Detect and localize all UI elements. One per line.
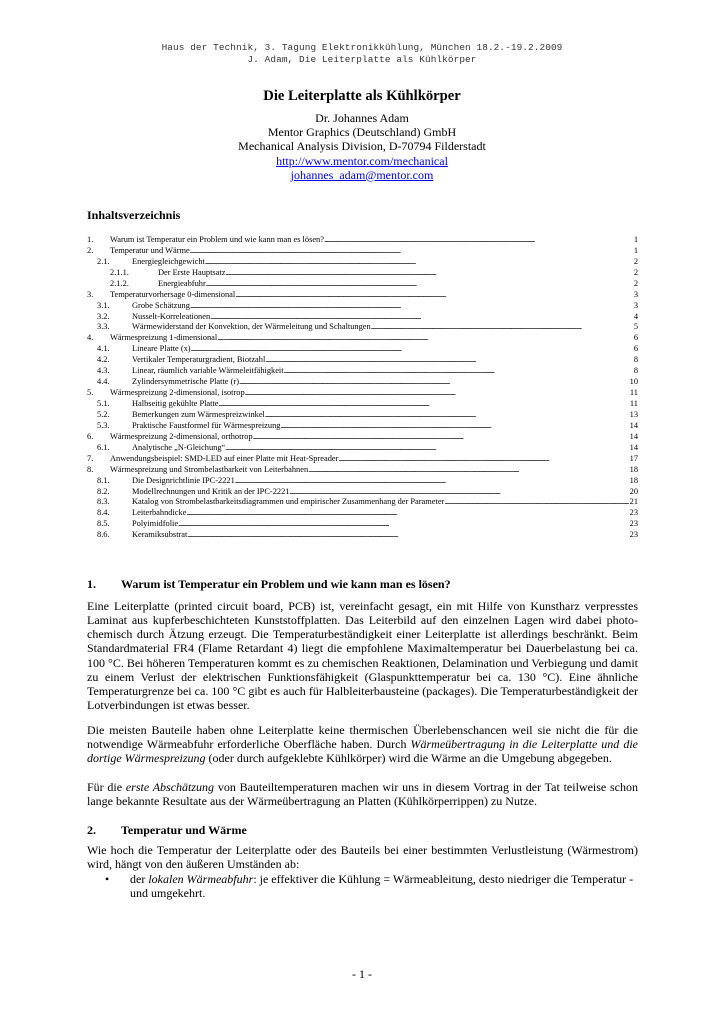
- toc-entry-page: 11: [629, 388, 638, 398]
- paper-title: Die Leiterplatte als Kühlkörper: [263, 88, 461, 104]
- toc-entry-page: 5: [633, 322, 638, 332]
- toc-entry-number: 2.1.: [97, 256, 110, 266]
- bullet-item: • der lokalen Wärmeabfuhr: je effektiver die Kühlung = Wärmeableitung, desto niedriger die Temperatur - und umgekehrt.: [105, 872, 634, 901]
- toc-entry-page: 14: [629, 420, 638, 430]
- toc-entry-title: Linear, räumlich variable Wärmeleitfähigkeit: [132, 366, 284, 376]
- toc-entry[interactable]: [87, 476, 638, 487]
- toc-dot-leader: [205, 257, 633, 268]
- toc-dot-leader: [225, 443, 628, 454]
- toc-dot-leader: [284, 366, 633, 377]
- toc-entry[interactable]: [87, 301, 638, 312]
- toc-entry-title: Nusselt-Korreleationen: [132, 311, 211, 321]
- section-2-title: Temperatur und Wärme: [121, 823, 247, 837]
- toc-entry-title: Praktische Faustformel für Wärmespreizung: [132, 420, 281, 430]
- toc-entry-number: 5.: [87, 388, 94, 398]
- bullet-symbol: •: [105, 872, 110, 886]
- toc-entry-number: 2.1.2.: [110, 278, 129, 288]
- toc-entry-page: 2: [633, 278, 638, 288]
- toc-entry-page: 11: [629, 399, 638, 409]
- toc-entry-page: 20: [629, 486, 638, 496]
- toc-dot-leader: [178, 519, 629, 530]
- toc-heading: Inhaltsverzeichnis: [87, 208, 181, 222]
- toc-entry-title: Zylindersymmetrische Platte (r): [132, 377, 239, 387]
- section-1-heading: [87, 577, 451, 592]
- table-of-contents: [87, 235, 638, 541]
- toc-entry[interactable]: [87, 268, 638, 279]
- title-block: [0, 86, 724, 182]
- toc-entry-number: 2.: [87, 245, 94, 255]
- toc-entry[interactable]: [87, 487, 638, 498]
- toc-entry-number: 7.: [87, 453, 94, 463]
- toc-entry-number: 6.1.: [97, 442, 110, 452]
- toc-entry-title: Keramiksubstrat: [132, 530, 188, 540]
- toc-entry-number: 8.: [87, 464, 94, 474]
- toc-dot-leader: [289, 487, 628, 498]
- toc-entry[interactable]: [87, 366, 638, 377]
- toc-entry-number: 8.3.: [97, 497, 110, 507]
- toc-entry[interactable]: [87, 388, 638, 399]
- toc-entry-title: Vertikaler Temperaturgradient, Biotzahl: [132, 355, 266, 365]
- toc-entry-page: 8: [633, 366, 638, 376]
- toc-entry[interactable]: [87, 421, 638, 432]
- toc-dot-leader: [338, 454, 628, 465]
- toc-dot-leader: [225, 268, 632, 279]
- toc-entry-page: 1: [633, 235, 638, 244]
- toc-entry-title: Katalog von Strombelastbarkeitsdiagrammen und empirischer Zusammenhang der Parameter: [132, 497, 445, 507]
- toc-entry-title: Halbseitig gekühlte Platte: [132, 399, 219, 409]
- section-1-paragraph-1: Eine Leiterplatte (printed circuit board, PCB) ist, vereinfacht gesagt, ein mit Hilfe von Kunstharz verpresstes Laminat aus kupferbeschichteten Kunststoffplatten. Das Leiterbild auf den einzelnen Lagen wird dabei photo-chemisch durch Ätzung erzeugt. Die Temperaturbeständigkeit einer Leiterplatte ist allerdings beschränkt. Beim Standardmaterial FR4 (Flame Retardant 4) liegt die empfohlene Maximaltemperatur bei Dauerbelastung bei ca. 100 °C. Bei höheren Temperaturen kommt es zu chemischen Reaktionen, Delamination und Verbiegung und damit zu einem Verlust der elektrischen Funktionsfähigkeit (Glaspunkttemperatur bei ca. 130 °C). Eine ähnliche Temperaturgrenze bei ca. 100 °C gibt es auch für Halbleiterbausteine (packages). Die Temperaturbeständigkeit der Lotverbindungen ist etwas besser.: [87, 599, 638, 713]
- toc-entry[interactable]: [87, 530, 638, 541]
- toc-entry-number: 3.3.: [97, 322, 110, 332]
- toc-entry[interactable]: [87, 432, 638, 443]
- toc-entry[interactable]: [87, 443, 638, 454]
- author-company: Mentor Graphics (Deutschland) GmbH: [267, 125, 457, 140]
- toc-entry-title: Temperaturvorhersage 0-dimensional: [110, 289, 236, 299]
- toc-dot-leader: [239, 377, 629, 388]
- toc-entry-number: 8.4.: [97, 508, 110, 518]
- toc-entry-page: 2: [633, 267, 638, 277]
- toc-entry[interactable]: [87, 410, 638, 421]
- toc-entry-page: 3: [633, 289, 638, 299]
- toc-entry-title: Der Erste Hauptsatz: [158, 267, 226, 277]
- toc-dot-leader: [280, 421, 628, 432]
- website-link[interactable]: http://www.mentor.com/mechanical: [276, 153, 448, 168]
- section-1-number: 1.: [87, 577, 96, 591]
- toc-entry-title: Wärmespreizung und Strombelastbarkeit von Leiterbahnen: [110, 464, 309, 474]
- toc-entry-number: 4.3.: [97, 366, 110, 376]
- toc-entry[interactable]: [87, 279, 638, 290]
- email-link[interactable]: johannes_adam@mentor.com: [290, 167, 434, 182]
- toc-entry-title: Anwendungsbeispiel: SMD-LED auf einer Platte mit Heat-Spreader: [110, 453, 339, 463]
- toc-entry[interactable]: [87, 246, 638, 257]
- toc-dot-leader: [265, 355, 633, 366]
- toc-dot-leader: [235, 476, 629, 487]
- toc-dot-leader: [191, 344, 633, 355]
- toc-dot-leader: [210, 312, 633, 323]
- section-2-number: 2.: [87, 823, 96, 837]
- toc-entry-number: 8.5.: [97, 519, 110, 529]
- toc-dot-leader: [444, 498, 628, 509]
- toc-entry-number: 4.4.: [97, 377, 110, 387]
- toc-dot-leader: [324, 235, 633, 246]
- toc-entry-title: Bemerkungen zum Wärmespreizwinkel: [132, 410, 265, 419]
- toc-entry-title: Wärmewiderstand der Konvektion, der Wärmeleitung und Schaltungen: [132, 322, 371, 332]
- toc-dot-leader: [235, 290, 633, 301]
- toc-dot-leader: [371, 323, 633, 334]
- toc-entry[interactable]: [87, 508, 638, 519]
- toc-entry-page: 14: [629, 431, 638, 441]
- toc-entry-number: 4.2.: [97, 355, 110, 365]
- toc-entry[interactable]: [87, 399, 638, 410]
- toc-entry-page: 2: [633, 256, 638, 266]
- toc-dot-leader: [190, 246, 633, 257]
- toc-entry-title: Energieabfuhr: [158, 278, 206, 288]
- toc-entry-title: Leiterbahndicke: [132, 508, 187, 518]
- toc-entry-page: 17: [629, 453, 638, 463]
- emphasis-text: erste Abschätzung: [125, 780, 215, 794]
- author-name: Dr. Johannes Adam: [315, 111, 409, 125]
- toc-entry-number: 6.: [87, 431, 94, 441]
- toc-entry-title: Wärmespreizung 2-dimensional, orthotrop: [110, 431, 253, 441]
- toc-entry[interactable]: [87, 323, 638, 334]
- page-number: - 1 -: [352, 967, 372, 981]
- toc-entry-title: Polyimidfolie: [132, 519, 179, 529]
- toc-dot-leader: [219, 399, 629, 410]
- toc-entry-title: Warum ist Temperatur ein Problem und wie kann man es lösen?: [110, 235, 324, 244]
- toc-entry-page: 6: [633, 344, 638, 354]
- toc-entry-title: Wärmespreizung 2-dimensional, isotrop: [110, 388, 245, 398]
- toc-entry-number: 1.: [87, 235, 94, 244]
- toc-entry-title: Modellrechnungen und Kritik an der IPC-2221: [132, 486, 290, 496]
- toc-entry-page: 13: [629, 410, 638, 419]
- toc-entry[interactable]: [87, 519, 638, 530]
- toc-entry[interactable]: [87, 454, 638, 465]
- toc-entry-page: 23: [629, 530, 638, 540]
- section-1-title: Warum ist Temperatur ein Problem und wie kann man es lösen?: [121, 577, 451, 591]
- toc-dot-leader: [245, 388, 629, 399]
- running-header-line-1: Haus der Technik, 3. Tagung Elektronikkühlung, München 18.2.-19.2.2009: [161, 42, 563, 53]
- toc-dot-leader: [206, 279, 633, 290]
- toc-entry[interactable]: [87, 312, 638, 323]
- toc-entry-number: 5.2.: [97, 410, 110, 419]
- toc-entry-title: Temperatur und Wärme: [110, 245, 190, 255]
- running-header-line-2: J. Adam, Die Leiterplatte als Kühlkörper: [247, 54, 477, 65]
- toc-entry[interactable]: [87, 344, 638, 355]
- toc-entry-title: Grobe Schätzung: [132, 300, 190, 310]
- toc-dot-leader: [186, 508, 628, 519]
- toc-entry-title: Die Designrichtlinie IPC-2221: [132, 475, 235, 485]
- toc-entry[interactable]: [87, 333, 638, 344]
- toc-entry-number: 8.1.: [97, 475, 110, 485]
- toc-entry-number: 3.2.: [97, 311, 110, 321]
- toc-entry-number: 5.3.: [97, 420, 110, 430]
- toc-dot-leader: [190, 301, 633, 312]
- emphasis-text: lokalen Wärmeabfuhr: [148, 872, 254, 886]
- toc-entry[interactable]: [87, 355, 638, 366]
- toc-dot-leader: [253, 432, 629, 443]
- toc-entry[interactable]: [87, 290, 638, 301]
- toc-entry-number: 5.1.: [97, 399, 110, 409]
- toc-dot-leader: [265, 410, 629, 421]
- toc-entry-number: 8.6.: [97, 530, 110, 540]
- toc-entry[interactable]: [87, 377, 638, 388]
- toc-entry-page: 6: [633, 333, 638, 343]
- toc-entry-title: Lineare Platte (x): [132, 344, 191, 354]
- toc-entry-page: 14: [629, 442, 638, 452]
- toc-entry-page: 4: [633, 311, 638, 321]
- toc-entry-page: 1: [633, 245, 638, 255]
- toc-entry-title: Energiegleichgewicht: [132, 256, 205, 266]
- toc-entry-page: 3: [633, 300, 638, 310]
- toc-entry-page: 21: [629, 497, 638, 507]
- toc-entry-page: 10: [629, 377, 638, 387]
- toc-entry-number: 3.1.: [97, 300, 110, 310]
- toc-entry-number: 4.: [87, 333, 94, 343]
- toc-entry-number: 2.1.1.: [110, 267, 129, 277]
- toc-entry-page: 18: [629, 464, 638, 474]
- running-header: [0, 42, 724, 66]
- toc-dot-leader: [217, 333, 633, 344]
- toc-entry-page: 18: [629, 475, 638, 485]
- toc-entry-number: 3.: [87, 289, 94, 299]
- toc-dot-leader: [308, 465, 628, 476]
- section-1-paragraph-3: Für die erste Abschätzung von Bauteiltemperaturen machen wir uns in diesem Vortrag in der Tat teilweise schon lange bekannte Resultate aus der Wärmeübertragung an Platten (Kühlkörperrippen) zu Nutze.: [87, 780, 638, 809]
- toc-entry-page: 8: [633, 355, 638, 365]
- toc-entry[interactable]: [87, 465, 638, 476]
- toc-entry-page: 23: [629, 508, 638, 518]
- toc-entry-title: Wärmespreizung 1-dimensional: [110, 333, 218, 343]
- toc-entry[interactable]: [87, 235, 638, 246]
- section-2-paragraph-1: Wie hoch die Temperatur der Leiterplatte oder des Bauteils bei einer bestimmten Verlustleistung (Wärmestrom) wird, hängt von den äußeren Umständen ab:: [87, 843, 638, 872]
- toc-entry[interactable]: [87, 498, 638, 509]
- toc-entry-number: 4.1.: [97, 344, 110, 354]
- section-2-heading: [87, 823, 247, 838]
- toc-entry[interactable]: [87, 257, 638, 268]
- author-division: Mechanical Analysis Division, D-70794 Filderstadt: [238, 139, 486, 154]
- section-1-paragraph-2: Die meisten Bauteile haben ohne Leiterplatte keine thermischen Überlebenschancen weil sie nicht die für die notwendige Wärmeabfuhr erforderliche Oberfläche haben. Durch Wärmeübertragung in die Leiterplatte und die dortige Wärmespreizung (oder durch aufgeklebte Kühlkörper) wird die Wärme an die Umgebung abgegeben.: [87, 723, 638, 766]
- toc-entry-title: Analytische „N-Gleichung“: [132, 442, 226, 452]
- toc-dot-leader: [187, 530, 628, 541]
- toc-entry-number: 8.2.: [97, 486, 110, 496]
- toc-entry-page: 23: [629, 519, 638, 529]
- emphasis-text: Wärmeübertragung in die Leiterplatte und die dortige Wärmespreizung: [87, 737, 638, 766]
